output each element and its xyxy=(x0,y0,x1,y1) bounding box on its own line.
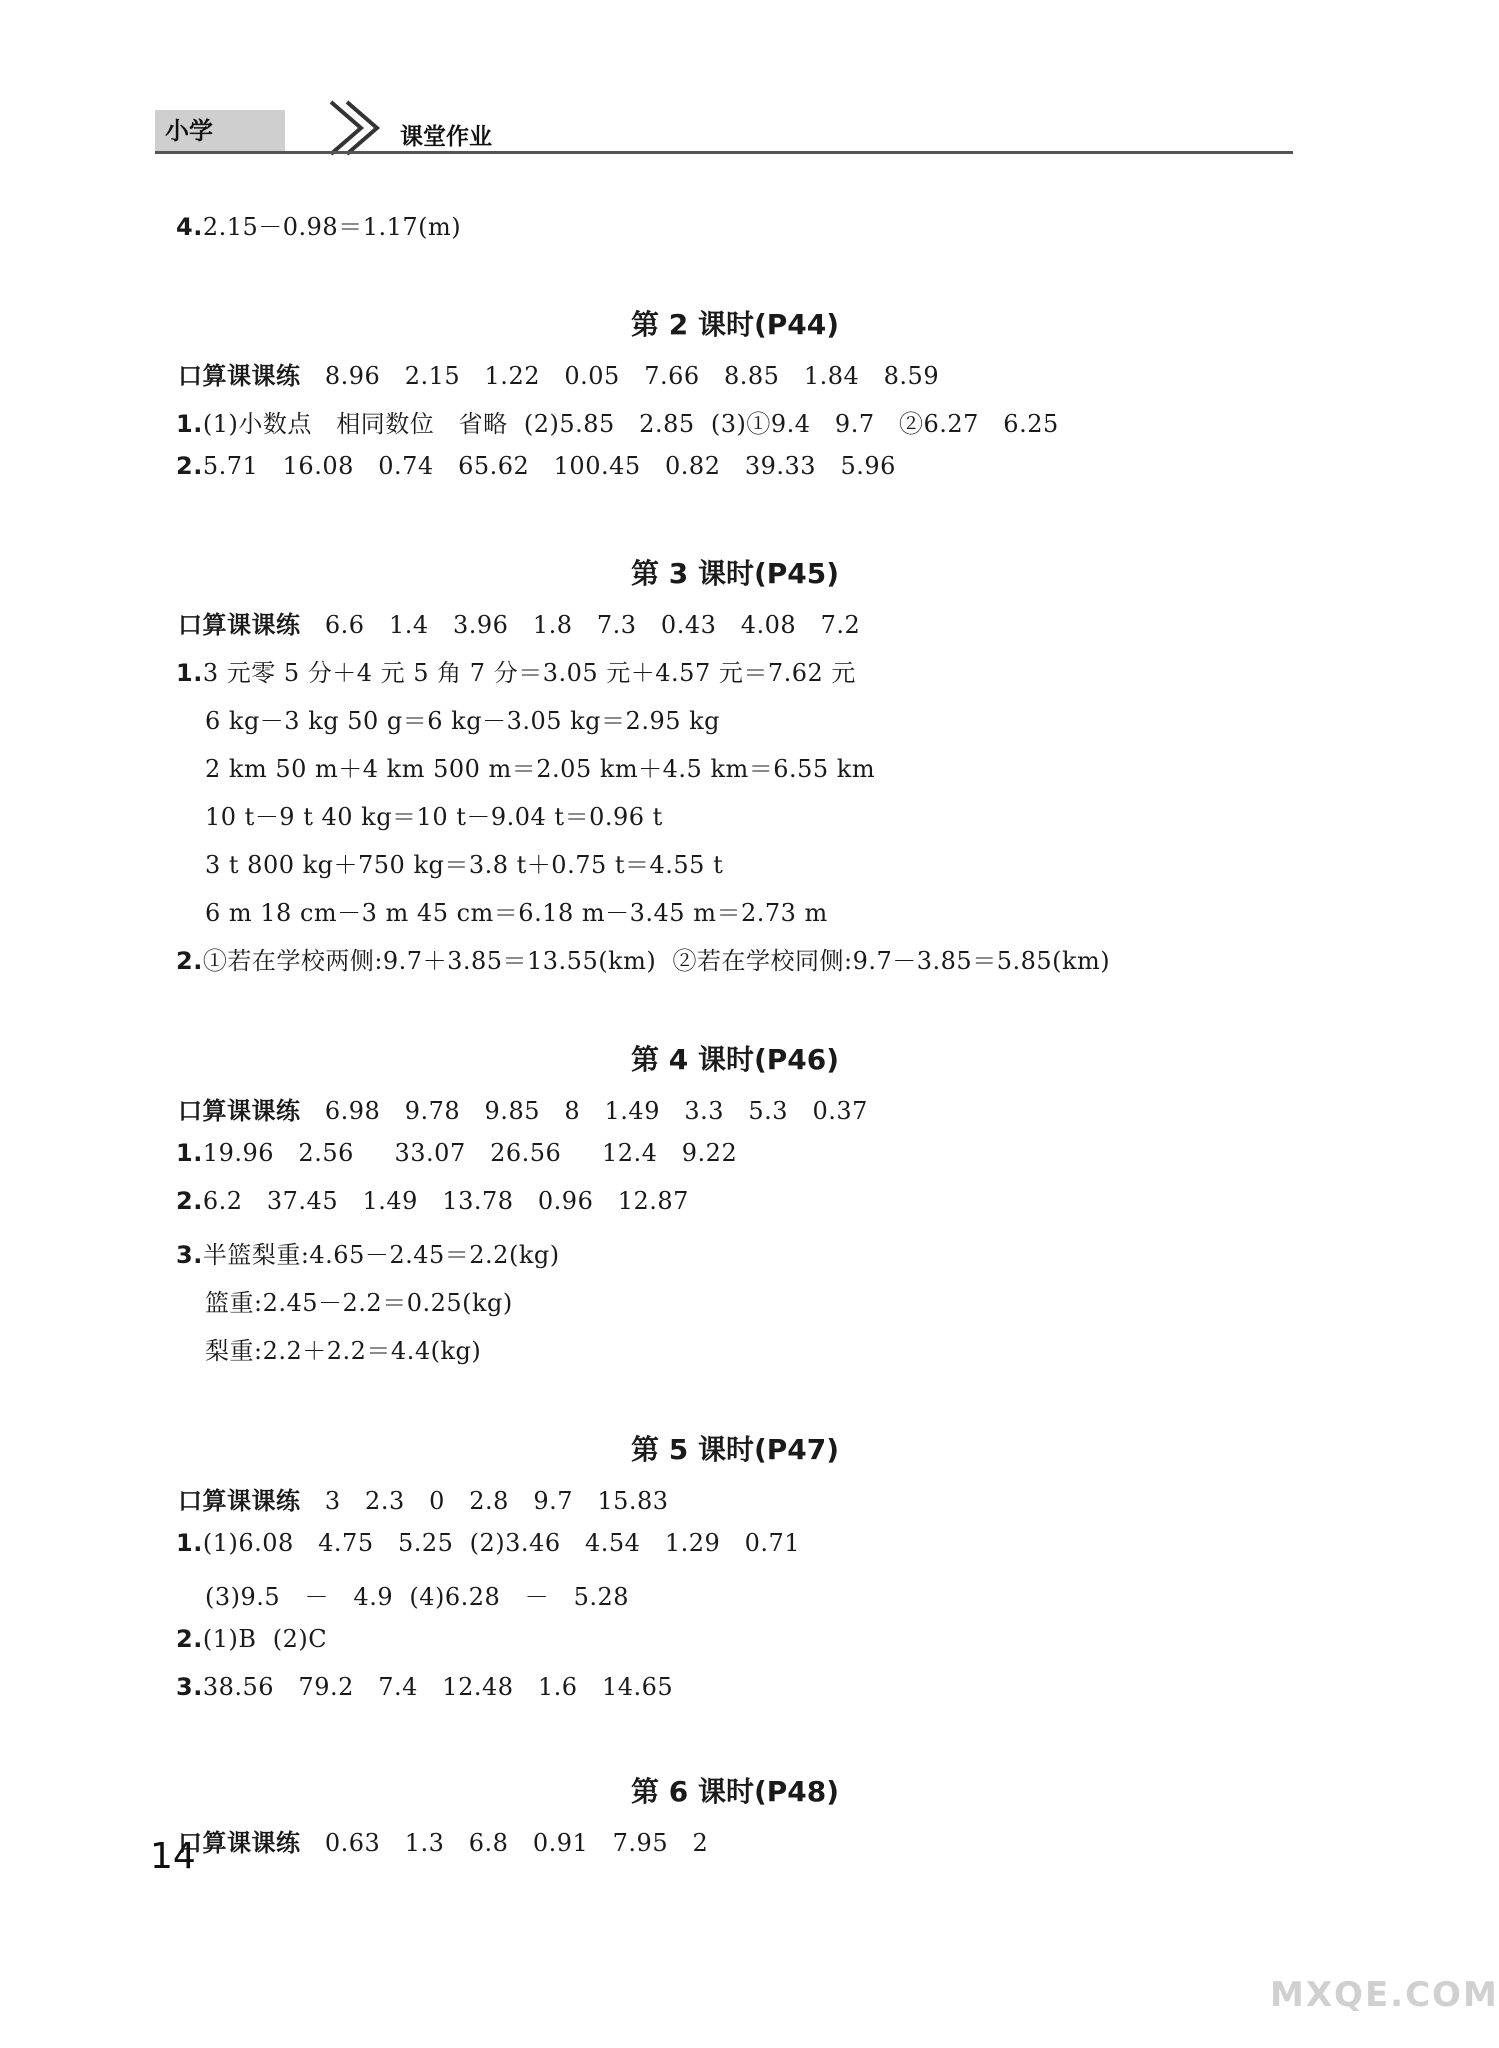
item-number: 2. xyxy=(176,1187,203,1215)
item-3-1-line-3: 2 km 50 m＋4 km 500 m＝2.05 km＋4.5 km＝6.55 km xyxy=(205,755,876,783)
drill-row-6 xyxy=(178,1823,708,1858)
item-number: 1. xyxy=(176,659,203,687)
item-4-2 xyxy=(176,1187,689,1215)
section-title-3: 第 3 课时(P45) xyxy=(630,557,840,590)
item-2-2 xyxy=(176,452,896,480)
drill-values: 3 2.3 0 2.8 9.7 15.83 xyxy=(324,1487,669,1515)
item-3-1-line-6: 6 m 18 cm－3 m 45 cm＝6.18 m－3.45 m＝2.73 m xyxy=(205,899,828,927)
item-2-1 xyxy=(176,404,1059,439)
header-title: 课堂作业 xyxy=(400,124,492,150)
drill-values: 0.63 1.3 6.8 0.91 7.95 2 xyxy=(324,1829,709,1857)
page-header xyxy=(155,90,1293,154)
header-rule xyxy=(155,151,1293,154)
drill-row-5 xyxy=(178,1481,669,1516)
top-item xyxy=(176,207,461,242)
drill-values: 6.98 9.78 9.85 8 1.49 3.3 5.3 0.37 xyxy=(324,1097,868,1125)
item-number: 1. xyxy=(176,1529,203,1557)
item-5-1-line-2: (3)9.5 － 4.9 (4)6.28 － 5.28 xyxy=(205,1583,630,1611)
drill-row-2 xyxy=(178,356,939,391)
item-number: 1. xyxy=(176,410,203,438)
item-number: 4. xyxy=(176,213,203,241)
item-number: 2. xyxy=(176,1625,203,1653)
item-number: 1. xyxy=(176,1139,203,1167)
drill-label: 口算课课练 xyxy=(178,1487,301,1515)
double-chevron-icon xyxy=(273,96,383,154)
section-title-4: 第 4 课时(P46) xyxy=(630,1043,840,1076)
item-text: 5.71 16.08 0.74 65.62 100.45 0.82 39.33 5.96 xyxy=(202,452,896,480)
item-4-3-line-2: 篮重:2.45－2.2＝0.25(kg) xyxy=(205,1289,513,1317)
item-number: 2. xyxy=(176,452,203,480)
item-text: (1)小数点 相同数位 省略 (2)5.85 2.85 (3)①9.4 9.7 ②6.27 6.25 xyxy=(202,410,1059,438)
section-title-2: 第 2 课时(P44) xyxy=(630,308,840,341)
item-3-2 xyxy=(176,941,1110,976)
item-text: (1)6.08 4.75 5.25 (2)3.46 4.54 1.29 0.71 xyxy=(202,1529,801,1557)
header-badge: 小学 xyxy=(155,110,285,152)
drill-label: 口算课课练 xyxy=(178,362,301,390)
item-number: 2. xyxy=(176,947,203,975)
section-title-5: 第 5 课时(P47) xyxy=(630,1433,840,1466)
item-text: 6.2 37.45 1.49 13.78 0.96 12.87 xyxy=(202,1187,689,1215)
drill-label: 口算课课练 xyxy=(178,1829,301,1857)
item-4-3-line-1 xyxy=(176,1235,560,1270)
item-4-3-line-3: 梨重:2.2＋2.2＝4.4(kg) xyxy=(205,1337,482,1365)
item-text: 半篮梨重:4.65－2.45＝2.2(kg) xyxy=(202,1241,560,1269)
item-number: 3. xyxy=(176,1673,203,1701)
item-3-1-line-2: 6 kg－3 kg 50 g＝6 kg－3.05 kg＝2.95 kg xyxy=(205,707,721,735)
watermark: MXQE.COM xyxy=(1270,1975,1499,2015)
drill-values: 8.96 2.15 1.22 0.05 7.66 8.85 1.84 8.59 xyxy=(324,362,940,390)
item-3-1-line-4: 10 t－9 t 40 kg＝10 t－9.04 t＝0.96 t xyxy=(205,803,663,831)
item-5-2 xyxy=(176,1625,327,1653)
item-text: 38.56 79.2 7.4 12.48 1.6 14.65 xyxy=(202,1673,674,1701)
item-3-1-line-5: 3 t 800 kg＋750 kg＝3.8 t＋0.75 t＝4.55 t xyxy=(205,851,724,879)
drill-values: 6.6 1.4 3.96 1.8 7.3 0.43 4.08 7.2 xyxy=(324,611,861,639)
item-text: ①若在学校两侧:9.7＋3.85＝13.55(km) ②若在学校同侧:9.7－3.85＝5.85(km) xyxy=(202,947,1111,975)
drill-row-3 xyxy=(178,605,860,640)
item-4-1 xyxy=(176,1139,737,1167)
item-number: 3. xyxy=(176,1241,203,1269)
item-text: 19.96 2.56 33.07 26.56 12.4 9.22 xyxy=(202,1139,738,1167)
section-title-6: 第 6 课时(P48) xyxy=(630,1775,840,1808)
item-text: (1)B (2)C xyxy=(202,1625,328,1653)
drill-row-4 xyxy=(178,1091,868,1126)
drill-label: 口算课课练 xyxy=(178,1097,301,1125)
item-5-1-line-1 xyxy=(176,1529,800,1557)
item-5-3 xyxy=(176,1673,673,1701)
item-text: 2.15－0.98＝1.17(m) xyxy=(202,213,462,241)
drill-label: 口算课课练 xyxy=(178,611,301,639)
item-3-1-line-1 xyxy=(176,653,856,688)
page-number: 14 xyxy=(150,1836,196,1877)
item-text: 3 元零 5 分＋4 元 5 角 7 分＝3.05 元＋4.57 元＝7.62 元 xyxy=(202,659,856,687)
